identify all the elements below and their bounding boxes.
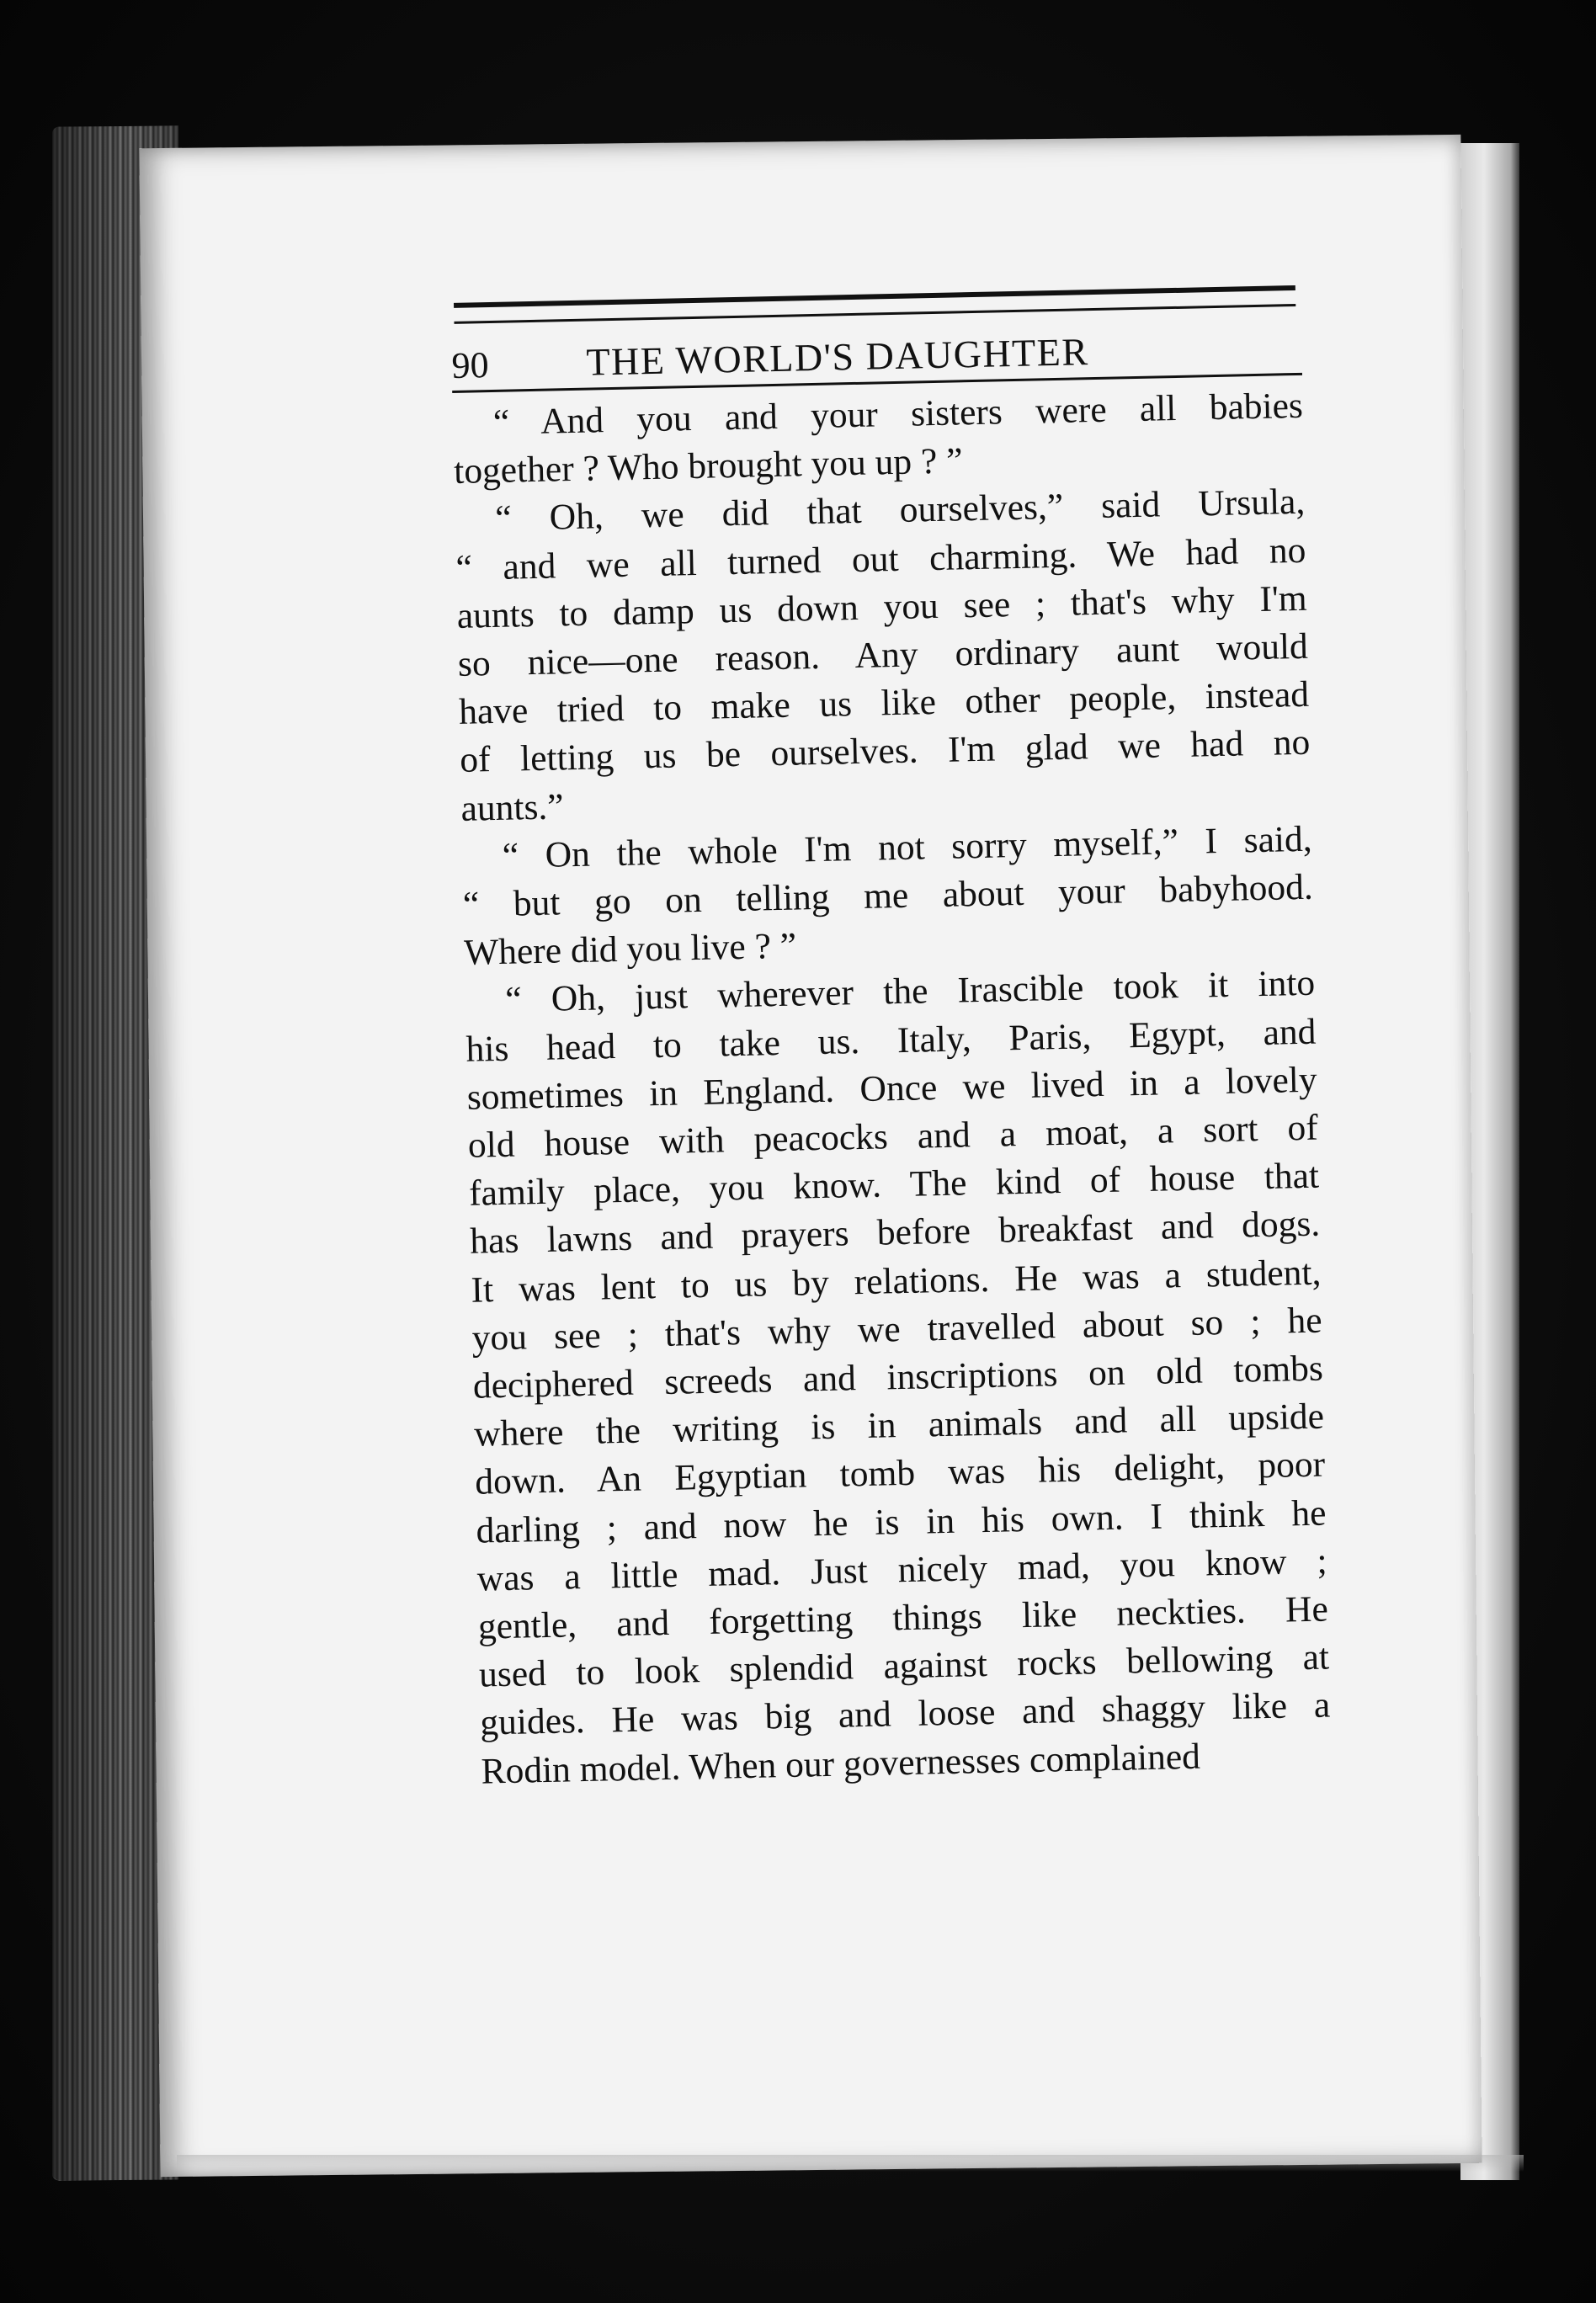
text-line: was a little mad. Just nicely mad, you know ; [476,1540,1328,1599]
text-line: down. An Egyptian tomb was his delight, poor [474,1444,1326,1503]
text-line: of letting us be ourselves. I'm glad we had no [459,722,1311,781]
text-line: have tried to make us like other people, instead [458,673,1310,733]
page-number: 90 [451,344,490,386]
paragraph [461,816,1314,978]
running-title: THE WORLD'S DAUGHTER [585,330,1089,384]
text-line: gentle, and forgetting things like neckties. He [477,1588,1329,1647]
text-line: where the writing is in animals and all upside [473,1396,1325,1455]
text-line: aunts.” [460,785,565,829]
text-line: “ and we all turned out charming. We had no [455,529,1306,588]
text-line: sometimes in England. Once we lived in a lovely [466,1059,1318,1118]
body-text [452,381,1349,1795]
page-bottom-edge [177,2155,1524,2172]
text-line: his head to take us. Italy, Paris, Egypt, and [466,1011,1317,1070]
text-line: so nice—one reason. Any ordinary aunt would [457,625,1309,684]
text-line: “ Oh, just wherever the Irascible took it into [504,963,1316,1021]
text-line: “ And you and your sisters were all babies [492,385,1304,443]
paragraph [465,960,1332,1795]
text-line: family place, you know. The kind of house that [468,1155,1320,1215]
paragraph [455,478,1311,832]
text-line: Where did you live ? ” [463,925,797,974]
text-line: “ Oh, we did that ourselves,” said Ursula, [494,481,1306,540]
text-line: Rodin model. When our governesses complained [481,1736,1201,1792]
text-line: together ? Who brought you up ? ” [453,440,963,492]
page-text-block [450,285,1349,1795]
text-line: It was lent to us by relations. He was a student, [471,1252,1322,1311]
text-line: “ but go on telling me about your babyhood. [462,866,1314,925]
text-line: has lawns and prayers before breakfast and dogs. [469,1204,1321,1263]
text-line: old house with peacocks and a moat, a sort of [467,1107,1319,1166]
text-line: guides. He was big and loose and shaggy like a [479,1684,1331,1744]
text-line: used to look splendid against rocks bellowing at [478,1636,1330,1695]
text-line: aunts to damp us down you see ; that's why I'm [456,577,1308,636]
text-line: you see ; that's why we travelled about so ; he [471,1300,1323,1359]
text-line: deciphered screeds and inscriptions on old tombs [472,1348,1324,1407]
text-line: darling ; and now he is in his own. I think he [476,1492,1327,1551]
paragraph [452,382,1304,497]
text-line: “ On the whole I'm not sorry myself,” I said, [502,818,1313,876]
